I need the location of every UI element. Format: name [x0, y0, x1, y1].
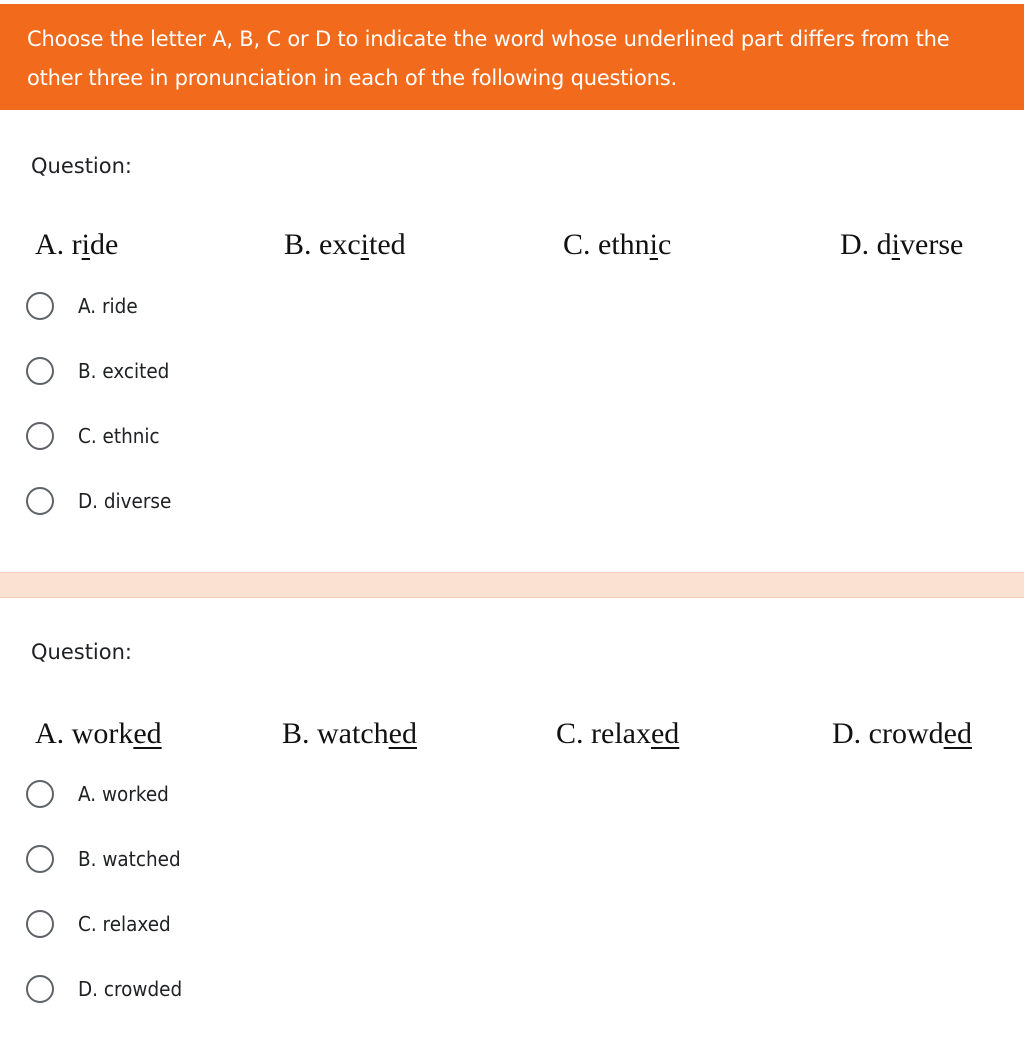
choice-label: C. ethnic — [78, 424, 160, 448]
radio-button[interactable] — [26, 910, 54, 938]
choice-label: A. worked — [78, 782, 169, 806]
word-option-b: B. excited — [284, 228, 406, 261]
choice-label: B. watched — [78, 847, 181, 871]
card-separator — [0, 572, 1024, 598]
choice-label: D. crowded — [78, 977, 183, 1001]
question-card — [0, 110, 1024, 572]
question-label: Question: — [31, 640, 133, 664]
word-option-c: C. relaxed — [556, 717, 680, 750]
word-option-b: B. watched — [282, 717, 417, 750]
word-option-c: C. ethnic — [563, 228, 672, 261]
choice-a[interactable] — [26, 286, 426, 326]
choice-d[interactable] — [26, 481, 426, 521]
choice-b[interactable] — [26, 839, 426, 879]
radio-button[interactable] — [26, 780, 54, 808]
radio-button[interactable] — [26, 845, 54, 873]
radio-button[interactable] — [26, 487, 54, 515]
word-options-row — [0, 228, 1024, 268]
radio-button[interactable] — [26, 357, 54, 385]
choice-d[interactable] — [26, 969, 426, 1009]
word-option-a: A. ride — [35, 228, 119, 261]
radio-button[interactable] — [26, 422, 54, 450]
instructions-text: Choose the letter A, B, C or D to indicate the word whose underlined part differs from the other three in pronunciation in each of the following questions. — [27, 27, 950, 90]
choice-c[interactable] — [26, 416, 426, 456]
choice-label: C. relaxed — [78, 912, 171, 936]
choice-label: D. diverse — [78, 489, 172, 513]
word-options-row — [0, 717, 1024, 757]
question-label: Question: — [31, 154, 133, 178]
word-option-d: D. crowded — [832, 717, 972, 750]
choice-a[interactable] — [26, 774, 426, 814]
choice-label: A. ride — [78, 294, 138, 318]
radio-button[interactable] — [26, 292, 54, 320]
radio-button[interactable] — [26, 975, 54, 1003]
word-option-a: A. worked — [35, 717, 162, 750]
question-card — [0, 598, 1024, 1037]
instructions-banner — [0, 4, 1024, 110]
word-option-d: D. diverse — [840, 228, 964, 261]
choice-b[interactable] — [26, 351, 426, 391]
choice-label: B. excited — [78, 359, 170, 383]
choice-c[interactable] — [26, 904, 426, 944]
